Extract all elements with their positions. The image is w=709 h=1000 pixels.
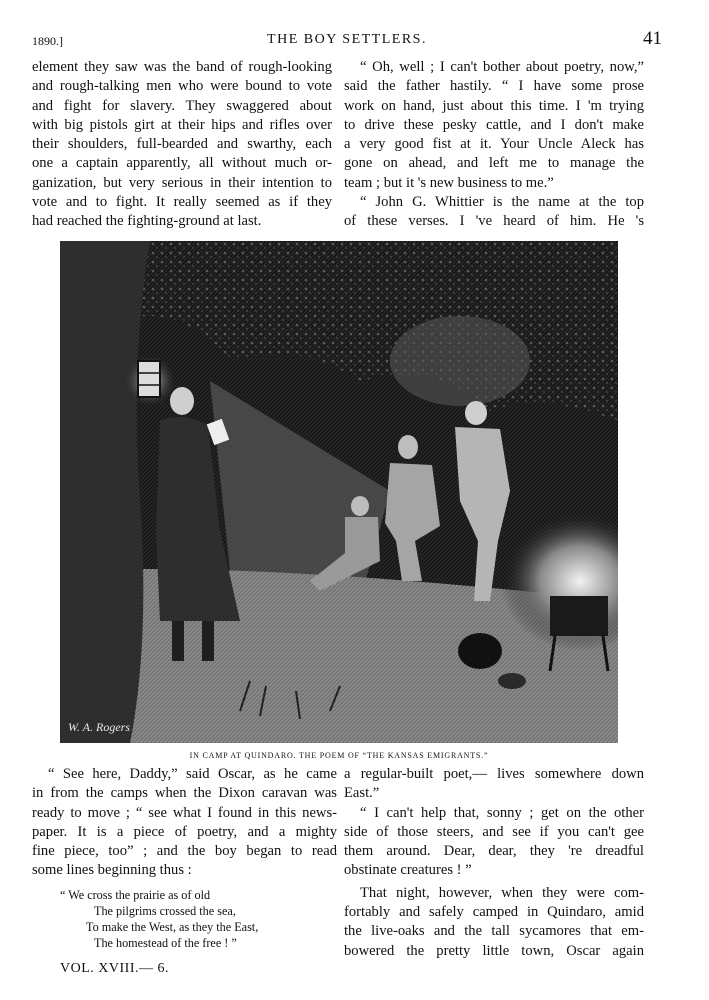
top-left-column: [32, 58, 332, 232]
text-line: in from the camps when the Dixon caravan was: [32, 785, 337, 802]
text-line: “ John G. Whittier is the name at the top: [360, 194, 644, 211]
text-line: to drive these pesky cattle, and I don't make: [344, 116, 644, 133]
paragraph: [32, 765, 337, 881]
text-line: ganization, but very serious in their intention to: [32, 174, 332, 191]
paragraph: [344, 58, 644, 193]
text-line: and fight for slavery. They swaggered about: [32, 97, 332, 114]
camp-illustration: [60, 241, 618, 743]
text-line: them around. Dear, dear, they 're dreadful: [344, 843, 644, 860]
text-line: bowered the pretty little town, Oscar again: [344, 942, 644, 959]
text-line: “ See here, Daddy,” said Oscar, as he came: [48, 766, 337, 782]
paragraph: [344, 804, 644, 881]
paragraph: [32, 58, 332, 232]
text-line: the live-oaks and the tall sycamores that em-: [344, 923, 644, 940]
artist-signature: W. A. Rogers: [68, 720, 131, 734]
bottom-left-column: [32, 765, 337, 978]
text-line: “ Oh, well ; I can't bother about poetry, now,”: [360, 59, 644, 75]
text-line: gone on ahead, and left me to manage the: [344, 155, 644, 172]
text-line: some lines beginning thus :: [32, 862, 192, 879]
text-line: element they saw was the band of rough-looking: [32, 59, 332, 75]
paragraph: [344, 193, 644, 232]
text-line: side of those steers, and see if you can't gee: [344, 823, 644, 840]
text-line: vote and to fight. It really seemed as if they: [32, 194, 332, 211]
text-line: their shoulders, full-bearded and swarthy, each: [32, 136, 332, 153]
text-line: had reached the fighting-ground at last.: [32, 213, 262, 230]
volume-number: VOL. XVIII.— 6.: [60, 960, 169, 976]
text-line: said the father hastily. “ I have some prose: [344, 78, 644, 95]
text-line: a very good fist at it. Your Uncle Aleck has: [344, 136, 644, 153]
text-line: of these verses. I 've heard of him. He 's: [344, 213, 644, 230]
text-line: paper. It is a piece of poetry, and a mighty: [32, 823, 337, 840]
issue-date: 1890.]: [32, 34, 63, 48]
page-number: 41: [643, 28, 662, 49]
engraving-image: [60, 241, 618, 743]
text-line: fine piece, too” ; and the boy began to read: [32, 843, 337, 860]
poem-line: The homestead of the free ! ”: [94, 935, 237, 950]
text-line: obstinate creatures ! ”: [344, 862, 472, 879]
text-line: “ I can't help that, sonny ; get on the other: [360, 804, 644, 821]
poem-line: The pilgrims crossed the sea,: [94, 903, 236, 918]
text-line: ready to move ; “ see what I found in this news-: [32, 804, 337, 821]
text-line: team ; but it 's new business to me.”: [344, 174, 554, 191]
paragraph: [344, 765, 644, 804]
illustration-caption: IN CAMP AT QUINDARO. THE POEM OF “THE KANSAS EMIGRANTS.”: [189, 751, 489, 760]
text-line: a regular-built poet,— lives somewhere down: [344, 766, 644, 782]
text-line: and rough-talking men who were bound to vote: [32, 78, 332, 95]
paragraph: [344, 884, 644, 961]
text-line: That night, however, when they were com-: [360, 884, 644, 901]
top-right-column: [344, 58, 644, 232]
running-header: [32, 30, 662, 54]
poem-line: To make the West, as they the East,: [86, 919, 259, 934]
running-title: THE BOY SETTLERS.: [267, 32, 427, 47]
text-line: work on hand, just about this time. I 'm trying: [344, 97, 644, 114]
poem-excerpt: [32, 887, 337, 951]
text-line: fortably and safely camped in Quindaro, amid: [344, 904, 644, 921]
text-line: with big pistols girt at their hips and rifles over: [32, 116, 332, 133]
poem-line: “ We cross the prairie as of old: [60, 887, 211, 902]
text-line: one a captain apparently, all without much or-: [32, 155, 332, 172]
text-line: East.”: [344, 785, 380, 802]
bottom-right-column: [344, 765, 644, 961]
